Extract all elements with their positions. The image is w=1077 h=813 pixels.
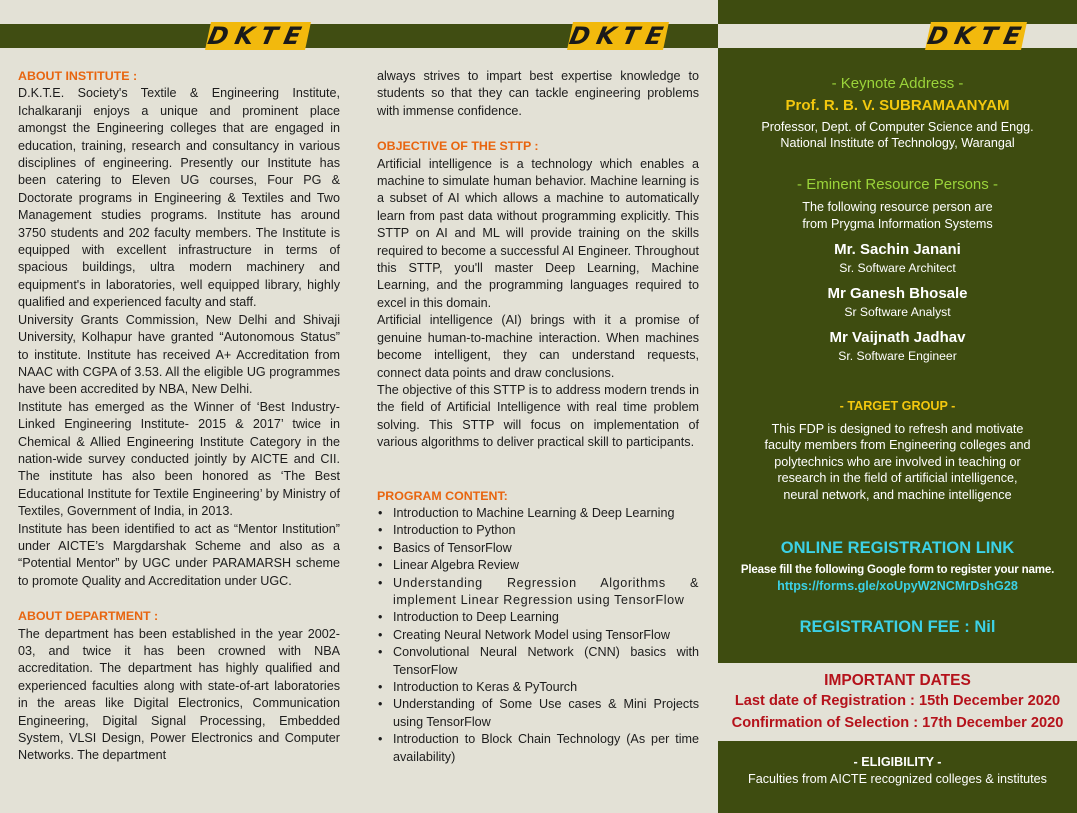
program-item: • Introduction to Deep Learning (393, 609, 699, 626)
about-institute-heading: ABOUT INSTITUTE : (18, 69, 138, 83)
program-item: • Basics of TensorFlow (393, 540, 699, 557)
registration-heading: ONLINE REGISTRATION LINK (780, 539, 1015, 557)
target-line: polytechnics who are involved in teaching or (774, 454, 1021, 469)
program-item: • Linear Algebra Review (393, 557, 699, 574)
person-name-3: Mr Vaijnath Jadhav (829, 329, 966, 346)
registration-note: Please fill the following Google form to register your name. (740, 563, 1055, 576)
department-continued-text: always strives to impart best expertise knowledge to students so that they can tackle engineering problems with immense confidence. (377, 69, 699, 118)
dates-heading: IMPORTANT DATES (824, 672, 971, 689)
registration-link[interactable]: https://forms.gle/xoUpyW2NCMrDshG28 (777, 579, 1018, 593)
about-institute-p4: Institute has been identified to act as “Mentor Institution” under AICTE’s Margdarshak Scheme and also as a “Potential Mentor” by UGC under PARAMARSH scheme to promote Quality and Accreditation under UGC. (18, 521, 340, 588)
about-institute-p2: University Grants Commission, New Delhi and Shivaji University, Kolhapur have granted “Autonomous Status” to institute. Institute has received A+ Accreditation from NAAC with CGPA of 3.53. All the eligible UG programmes have been accredited by NBA, New Delhi. (18, 312, 340, 397)
person-name-2: Mr Ganesh Bhosale (827, 285, 968, 302)
person-role-1: Sr. Software Architect (839, 261, 956, 275)
program-heading: PROGRAM CONTENT: (377, 488, 508, 503)
program-item: • Understanding of Some Use cases & Mini Projects using TensorFlow (393, 696, 699, 731)
eligibility-text: Faculties from AICTE recognized colleges & institutes (748, 772, 1047, 786)
keynote-name: Prof. R. B. V. SUBRAMAANYAM (785, 97, 1010, 114)
target-line: This FDP is designed to refresh and motivate (771, 422, 1024, 436)
about-institute-p3: Institute has emerged as the Winner of ‘Best Industry-Linked Engineering Institute- 2015 & 2017’ twice in Chemical & Allied Engineering Institute Category in the nation-wide survey conducted jointly by AICTE and CII. The institute has also been honored as ‘The Best Educational Institute for Textile Engineering’ by Ministry of Textiles, Government of India, in 2013. (18, 399, 340, 519)
resource-heading: - Eminent Resource Persons - (797, 176, 998, 193)
column-middle (377, 68, 699, 766)
program-item: • Convolutional Neural Network (CNN) basics with TensorFlow (393, 644, 699, 679)
resource-intro1: The following resource person are (802, 200, 993, 214)
about-institute-p1: D.K.T.E. Society's Textile & Engineering Institute, Ichalkaranji enjoys a unique and prominent place amongst the Engineering colleges that are engaged in education, training, research and consultancy in various disciplines of engineering. Presently our Institute has been catering to Eleven UG courses, Four PG & Doctorate programs in Engineering & Textiles and Two Management studies programs. Institute has around 3750 students and 202 faculty members. The Institute is equipped with excellent infrastructure in terms of spacious buildings, ultra modern machinery and equipment's in laboratories, well equipped library, highly qualified and experienced faculty and staff. (18, 86, 340, 310)
program-item: • Introduction to Python (393, 522, 699, 539)
target-line: research in the field of artificial intelligence, (777, 471, 1018, 486)
person-role-2: Sr Software Analyst (844, 305, 951, 319)
objective-p1: Artificial intelligence is a technology which enables a machine to simulate human behavior. Machine learning is a subset of AI which allows a machine to automatically learn from past data without programming explicitly. This STTP on AI and ML will provide training on the skills required to become a successful AI Engineer. Throughout this STTP, you'll master Deep Learning, Machine Learning, and the programming languages required to excel in this domain. (377, 156, 699, 310)
last-date-registration: Last date of Registration : 15th December 2020 (734, 693, 1061, 709)
program-item: • Introduction to Machine Learning & Deep Learning (393, 505, 699, 522)
person-name-1: Mr. Sachin Janani (834, 241, 961, 258)
column-left (18, 68, 340, 765)
objective-heading: OBJECTIVE OF THE STTP : (377, 139, 539, 154)
eligibility-heading: - ELIGIBILITY - (853, 755, 942, 769)
keynote-heading: - Keynote Address - (831, 75, 964, 92)
person-role-3: Sr. Software Engineer (838, 349, 957, 363)
registration-fee: REGISTRATION FEE : Nil (799, 618, 996, 636)
program-item: • Introduction to Block Chain Technology (As per time availability) (393, 731, 699, 766)
program-item: • Introduction to Keras & PyTourch (393, 679, 699, 696)
dkte-logo-1: DKTE (205, 22, 311, 50)
dkte-logo-2: DKTE (567, 22, 673, 50)
confirmation-date: Confirmation of Selection : 17th December 2020 (731, 715, 1064, 731)
about-department-text: The department has been established in the year 2002-03, and twice it has been crowned with NBA accreditation. The department has highly qualified and experienced faculties along with state-of-art laboratories in the areas like Digital Electronics, Communication Engineering, Digital Signal Processing, Embedded System, VLSI Design, Power Electronics and Computer Networks. The department (18, 626, 340, 763)
about-department-heading: ABOUT DEPARTMENT : (18, 609, 159, 624)
keynote-line1: Professor, Dept. of Computer Science and Engg. (761, 120, 1034, 134)
program-item: • Creating Neural Network Model using TensorFlow (393, 627, 699, 644)
dkte-logo-3: DKTE (925, 22, 1031, 50)
target-heading: - TARGET GROUP - (839, 399, 956, 413)
keynote-line2: National Institute of Technology, Warangal (780, 136, 1015, 150)
objective-p3: The objective of this STTP is to address modern trends in the field of Artificial Intelligence with real time problem solving. This STTP will focus on implementation of various algorithms to deliver practical skill to participants. (377, 382, 699, 450)
resource-intro2: from Prygma Information Systems (802, 217, 993, 231)
program-item: • Understanding Regression Algorithms & implement Linear Regression using TensorFlow (393, 575, 699, 610)
objective-p2: Artificial intelligence (AI) brings with it a promise of genuine human-to-machine interaction. When machines become intelligent, they can understand requests, connect data points and draw conclusions. (377, 313, 699, 380)
program-list (377, 505, 699, 766)
target-line: faculty members from Engineering colleges and (764, 438, 1031, 453)
target-text (718, 421, 1077, 503)
target-line: neural network, and machine intelligence (783, 487, 1012, 502)
